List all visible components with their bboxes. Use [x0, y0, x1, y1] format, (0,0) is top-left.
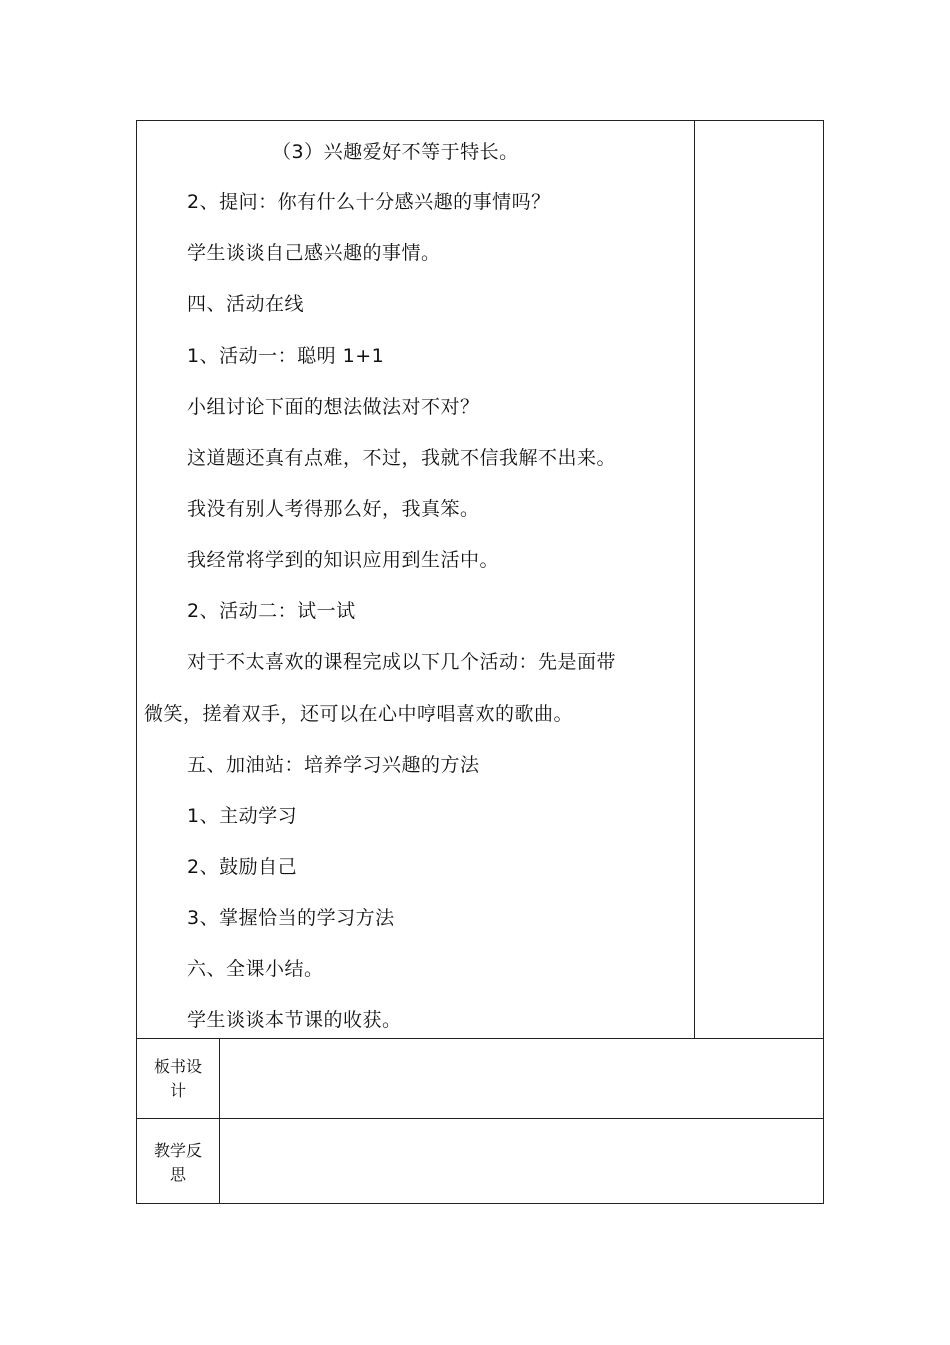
text-line: 学生谈谈自己感兴趣的事情。 — [187, 242, 441, 264]
board-design-content — [221, 1040, 821, 1116]
section-heading: 六、全课小结。 — [187, 958, 324, 980]
label-line: 计 — [169, 1081, 186, 1100]
row-divider-reflection — [136, 1118, 824, 1119]
section-heading: 五、加油站：培养学习兴趣的方法 — [187, 754, 480, 776]
board-design-label — [137, 1055, 219, 1103]
label-line: 教学反 — [153, 1141, 202, 1160]
row-divider-board — [136, 1038, 824, 1039]
text-line: 2、提问：你有什么十分感兴趣的事情吗？ — [187, 191, 551, 213]
teaching-reflection-content — [221, 1120, 821, 1202]
label-line: 板书设 — [153, 1057, 202, 1076]
text-line: （3）兴趣爱好不等于特长。 — [272, 141, 519, 163]
text-line: 小组讨论下面的想法做法对不对？ — [187, 396, 480, 418]
text-line: 这道题还真有点难，不过，我就不信我解不出来。 — [187, 447, 617, 469]
text-line: 对于不太喜欢的课程完成以下几个活动：先是面带 — [187, 651, 617, 673]
text-line: 2、活动二：试一试 — [187, 600, 356, 622]
label-line: 思 — [169, 1165, 186, 1184]
section-heading: 四、活动在线 — [187, 293, 305, 315]
text-line: 我没有别人考得那么好，我真笨。 — [187, 498, 480, 520]
text-line: 2、鼓励自己 — [187, 856, 298, 878]
notes-column-divider — [694, 120, 695, 1038]
text-line: 学生谈谈本节课的收获。 — [187, 1009, 402, 1031]
teaching-reflection-label — [137, 1139, 219, 1187]
text-line: 微笑，搓着双手，还可以在心中哼唱喜欢的歌曲。 — [144, 703, 574, 725]
text-line: 3、掌握恰当的学习方法 — [187, 907, 395, 929]
text-line: 1、主动学习 — [187, 805, 298, 827]
text-line: 我经常将学到的知识应用到生活中。 — [187, 549, 500, 571]
text-line: 1、活动一：聪明 1+1 — [187, 345, 385, 367]
label-column-divider — [219, 1038, 220, 1204]
